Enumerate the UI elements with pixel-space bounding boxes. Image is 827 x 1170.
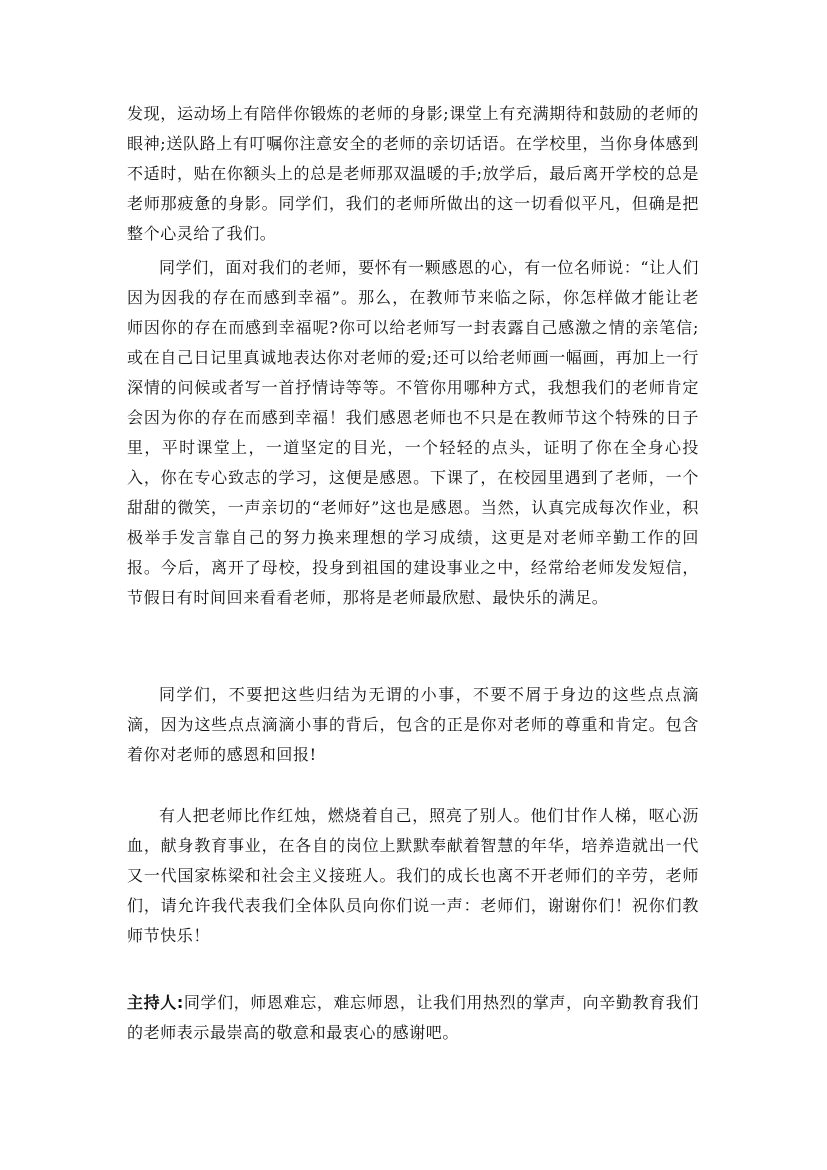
paragraph-1: 发现，运动场上有陪伴你锻炼的老师的身影;课堂上有充满期待和鼓励的老师的眼神;送队路上有叮嘱你注意安全的老师的亲切话语。在学校里，当你身体感到不适时，贴在你额头上的总是老师那双温暖的手;放学后，最后离开学校的总是老师那疲惫的身影。同学们，我们的老师所做出的这一切看似平凡，但确是把整个心灵给了我们。 [127,104,699,243]
host-line [127,988,699,1048]
paragraph-3: 同学们，不要把这些归结为无谓的小事，不要不屑于身边的这些点点滴滴，因为这些点点滴滴小事的背后，包含的正是你对老师的尊重和肯定。包含着你对老师的感恩和回报! [127,685,699,764]
host-speaker-label: 主持人: [127,993,184,1012]
host-speech-text: 同学们，师恩难忘，难忘师恩，让我们用热烈的掌声，向辛勤教育我们的老师表示最崇高的敬意和最衷心的感谢吧。 [127,993,699,1042]
paragraph-4: 有人把老师比作红烛，燃烧着自己，照亮了别人。他们甘作人梯，呕心沥血，献身教育事业，在各自的岗位上默默奉献着智慧的年华，培养造就出一代又一代国家栋梁和社会主义接班人。我们的成长也离不开老师们的辛劳，老师们，请允许我代表我们全体队员向你们说一声：老师们，谢谢你们！祝你们教师节快乐！ [127,806,699,945]
paragraph-2: 同学们，面对我们的老师，要怀有一颗感恩的心，有一位名师说：“让人们因为因我的存在而感到幸福”。那么，在教师节来临之际，你怎样做才能让老师因你的存在而感到幸福呢?你可以给老师写一封表露自己感激之情的亲笔信;或在自己日记里真诚地表达你对老师的爱;还可以给老师画一幅画，再加上一行深情的问候或者写一首抒情诗等等。不管你用哪种方式，我想我们的老师肯定会因为你的存在而感到幸福！我们感恩老师也不只是在教师节这个特殊的日子里，平时课堂上，一道坚定的目光，一个轻轻的点头，证明了你在全身心投入，你在专心致志的学习，这便是感恩。下课了，在校园里遇到了老师，一个甜甜的微笑，一声亲切的“老师好”这也是感恩。当然，认真完成每次作业，积极举手发言靠自己的努力换来理想的学习成绩，这更是对老师辛勤工作的回报。今后，离开了母校，投身到祖国的建设事业之中，经常给老师发发短信，节假日有时间回来看看老师，那将是老师最欣慰、最快乐的满足。 [127,258,699,607]
